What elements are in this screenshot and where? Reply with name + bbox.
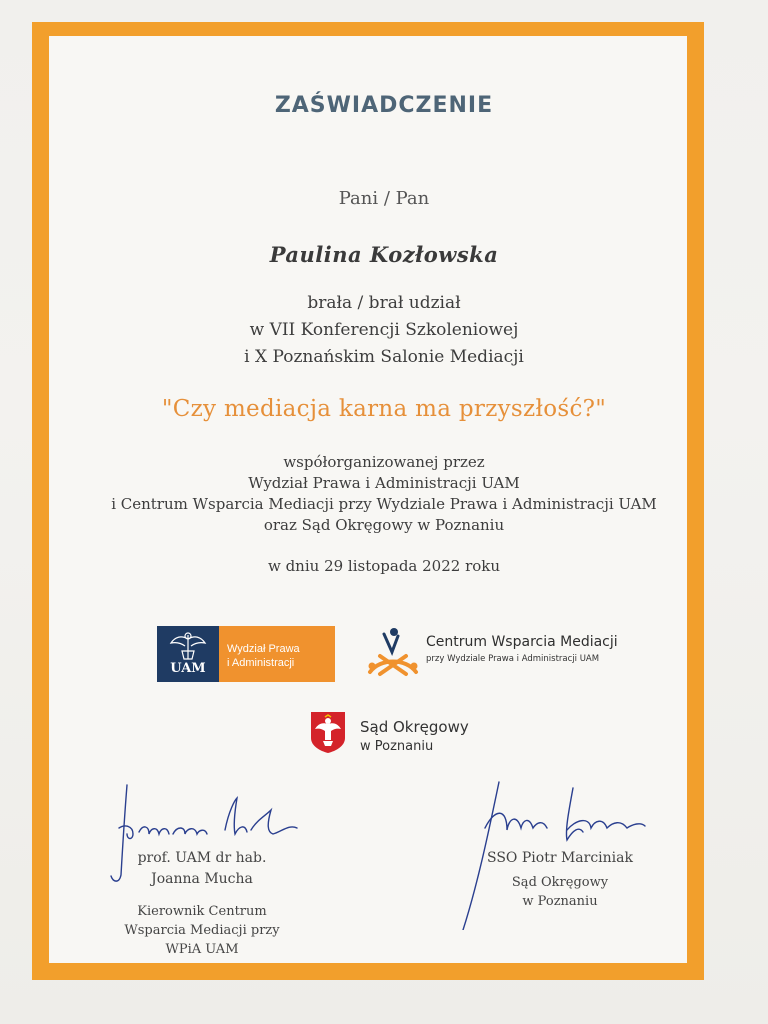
uam-logo-text [219, 626, 335, 682]
participation-text [0, 290, 768, 371]
salutation: Pani / Pan [338, 188, 430, 209]
polish-eagle-shield-icon [308, 710, 348, 754]
uam-eagle-emblem-icon [157, 629, 219, 665]
signatory-name-line: prof. UAM dr hab. [137, 850, 267, 866]
cwm-logo [362, 622, 652, 682]
organizers-line: i Centrum Wsparcia Mediacji przy Wydziale Prawa i Administracji UAM [111, 495, 657, 513]
signatory-role [102, 902, 302, 959]
event-title: "Czy mediacja karna ma przyszłość?" [161, 396, 607, 422]
cwm-title: Centrum Wsparcia Mediacji [426, 634, 618, 650]
uam-logo [157, 626, 335, 682]
organizers-text [0, 452, 768, 536]
uam-logo-line: Wydział Prawa [227, 643, 300, 655]
signatory-role-line: Sąd Okręgowy [511, 875, 609, 890]
participation-line: brała / brał udział [307, 293, 461, 313]
organizers-line: współorganizowanej przez [283, 453, 485, 471]
signatory-name-line: SSO Piotr Marciniak [487, 850, 633, 866]
signatory-role [460, 873, 660, 911]
cwm-figure-icon [362, 622, 422, 682]
organizers-line: Wydział Prawa i Administracji UAM [248, 474, 520, 492]
court-logo-line: w Poznaniu [360, 739, 434, 754]
signatory-role-line: Kierownik Centrum [137, 904, 267, 919]
signatory-role-line: WPiA UAM [165, 942, 239, 957]
organizers-line: oraz Sąd Okręgowy w Poznaniu [263, 516, 505, 534]
uam-logo-line: i Administracji [227, 657, 295, 669]
certificate-title: ZAŚWIADCZENIE [274, 93, 494, 118]
participation-line: w VII Konferencji Szkoleniowej [249, 320, 519, 340]
signatory-right [460, 848, 660, 911]
court-logo-text [360, 718, 469, 756]
signatory-name-line: Joanna Mucha [151, 871, 253, 887]
uam-mark-text: UAM [170, 661, 206, 676]
signatory-role-line: Wsparcia Mediacji przy [124, 923, 280, 938]
court-logo [308, 710, 508, 758]
court-logo-line: Sąd Okręgowy [360, 718, 469, 736]
cwm-subtitle: przy Wydziale Prawa i Administracji UAM [426, 654, 600, 664]
signatory-role-line: w Poznaniu [522, 894, 598, 909]
participation-line: i X Poznańskim Salonie Mediacji [244, 347, 524, 367]
participant-name: Paulina Kozłowska [269, 242, 499, 267]
uam-logo-mark [157, 626, 219, 682]
signatory-left [102, 848, 302, 959]
event-date: w dniu 29 listopada 2022 roku [267, 557, 501, 575]
